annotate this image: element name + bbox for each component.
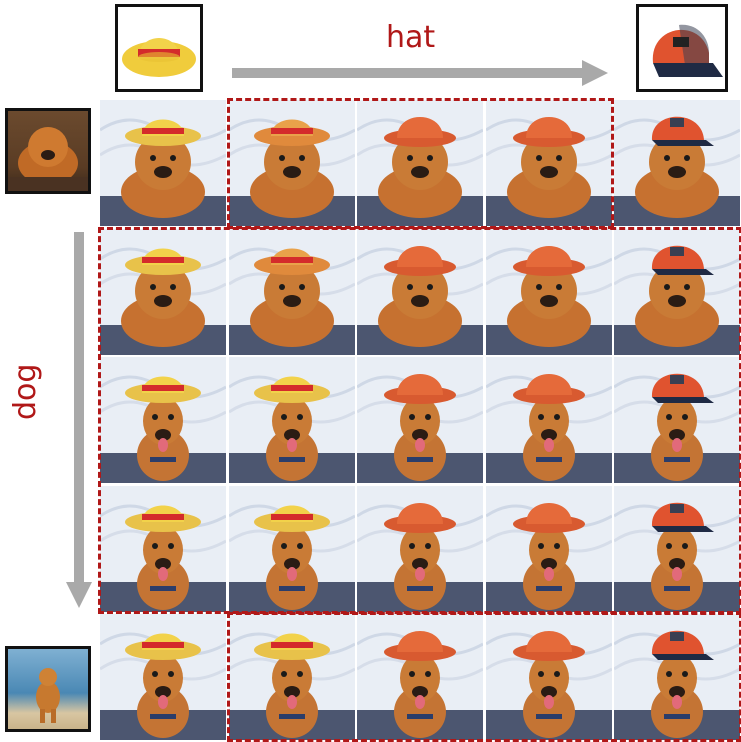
- grid-cell: [100, 357, 226, 483]
- grid-cell: [486, 357, 612, 483]
- grid-cell: [100, 486, 226, 612]
- straw-hat-icon: [118, 7, 200, 89]
- dog-start-reference: [5, 108, 91, 194]
- hat-end-reference: [636, 4, 728, 92]
- grid-cell: [357, 614, 483, 740]
- grid-cell: [100, 100, 226, 226]
- grid-cell: [486, 229, 612, 355]
- hat-axis-label: hat: [386, 20, 436, 55]
- grid-cell: [229, 614, 355, 740]
- grid-cell: [614, 229, 740, 355]
- grid-cell: [614, 100, 740, 226]
- trucker-cap-icon: [639, 7, 725, 89]
- dog-axis-arrow: [66, 232, 92, 610]
- grid-cell: [614, 486, 740, 612]
- grid-cell: [100, 229, 226, 355]
- grid-cell: [357, 486, 483, 612]
- grid-cell: [100, 614, 226, 740]
- grid-cell: [229, 229, 355, 355]
- grid-cell: [614, 357, 740, 483]
- dog-end-reference: [5, 646, 91, 732]
- grid-cell: [229, 486, 355, 612]
- grid-cell: [357, 357, 483, 483]
- hat-start-reference: [115, 4, 203, 92]
- hat-axis-arrow: [232, 60, 610, 86]
- grid-cell: [486, 486, 612, 612]
- grid-cell: [614, 614, 740, 740]
- grid-cell: [357, 100, 483, 226]
- grid-cell: [486, 614, 612, 740]
- grid-cell: [486, 100, 612, 226]
- grid-cell: [229, 100, 355, 226]
- grid-cell: [357, 229, 483, 355]
- chow-chow-photo: [8, 111, 88, 191]
- golden-retriever-beach-photo: [8, 649, 88, 729]
- dog-axis-label: dog: [8, 363, 43, 420]
- grid-cell: [229, 357, 355, 483]
